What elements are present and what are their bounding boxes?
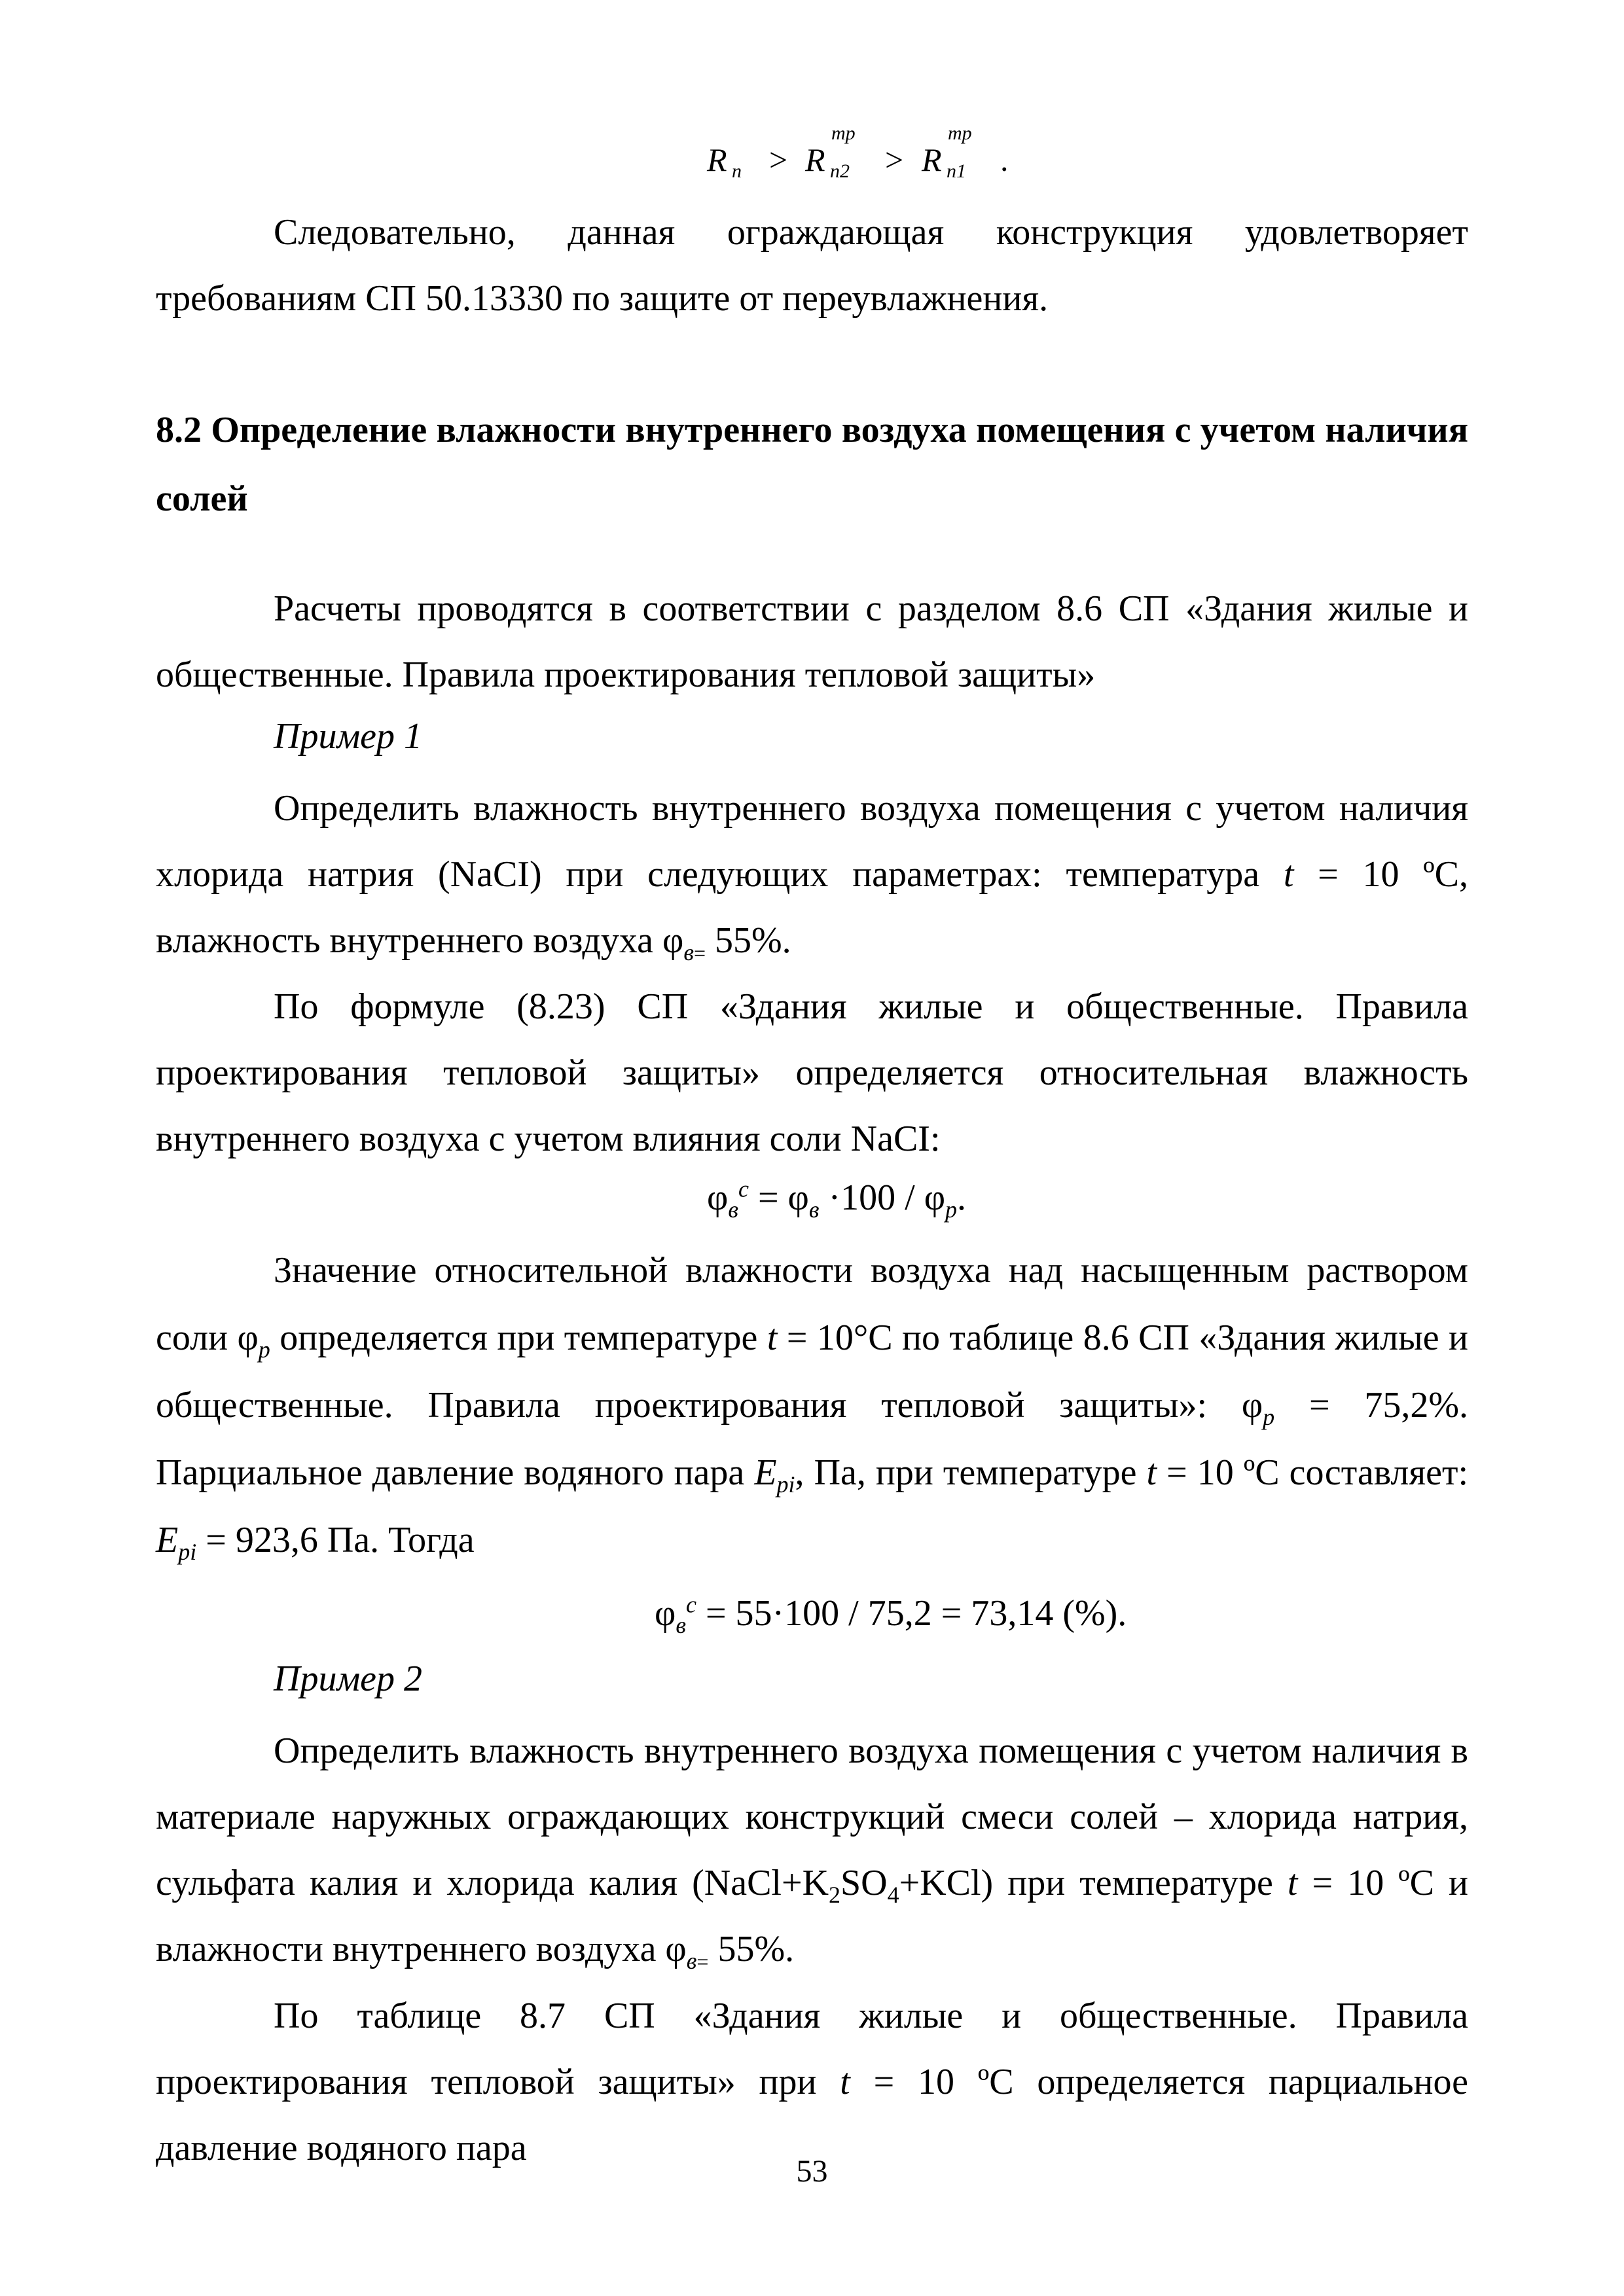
r-sub-n1: n1 (947, 160, 966, 182)
sub-pi: pi (178, 1539, 197, 1566)
text-run: , Па, при температуре (795, 1452, 1147, 1493)
var-t: t (840, 2062, 850, 2102)
example-2-title: Пример 2 (274, 1659, 423, 1699)
sub-p: р (945, 1196, 958, 1223)
eq-sign: = (1318, 854, 1339, 895)
r-sup-tp: тр (831, 122, 856, 144)
var-e: E (156, 1520, 179, 1560)
humidity-formula (707, 1172, 966, 1224)
text-run: 10 ºC определяется парциальное давление водяного пара (156, 2062, 1469, 2168)
formula-text: = 55·100 / 75,2 = 73,14 (%). (696, 1593, 1127, 1634)
example-1-method-paragraph: По формуле (8.23) СП «Здания жилые и общественные. Правила проектирования тепловой защиты» определяется относительная влажность внутреннего воздуха с учетом влияния соли NaCI: (156, 986, 1468, 1159)
sub-4: 4 (887, 1882, 899, 1909)
var-e: E (754, 1452, 777, 1493)
formula-dot: . (1000, 141, 1009, 178)
sub-v: в (686, 1948, 697, 1975)
gt-symbol: > (885, 141, 904, 178)
text-run: 55%. (708, 1929, 795, 1969)
example-1-calc-paragraph (156, 1237, 1468, 1574)
r-symbol: R (922, 141, 942, 178)
text-run: Определить влажность внутреннего воздуха помещения с учетом наличия в материале наружных ограждающих конструкций смеси солей – хлорида натрия, сульфата калия и хлорида калия (NaCl+K (156, 1731, 1468, 1903)
text-run: 55%. (706, 920, 791, 961)
r-sub-n: n (732, 160, 742, 182)
sup-c: с (738, 1175, 749, 1202)
gt-symbol: > (769, 141, 788, 178)
sub-p: р (1263, 1404, 1275, 1431)
text-run: 10°С по таблице 8.6 СП «Здания жилые и общественные. Правила проектирования тепловой защиты»: φ (156, 1318, 1468, 1426)
r-symbol: R (805, 141, 825, 178)
sub-pi: pi (776, 1471, 795, 1498)
sup-c: с (685, 1591, 696, 1618)
text-run: SO (840, 1863, 888, 1903)
sub-eq: = (693, 941, 706, 965)
text-run: 10 ºC, влажность внутреннего воздуха φ (156, 854, 1469, 961)
sub-2: 2 (829, 1882, 841, 1909)
sub-v: в (728, 1196, 738, 1223)
example-2-task-paragraph (156, 1718, 1468, 1982)
eq-sign: = (786, 1318, 808, 1358)
intro-paragraph: Расчеты проводятся в соответствии с разделом 8.6 СП «Здания жилые и общественные. Правила проектирования тепловой защиты» (156, 588, 1468, 695)
page-number: 53 (796, 2154, 828, 2189)
eq-sign: = (1166, 1452, 1187, 1493)
sub-p: р (258, 1336, 270, 1363)
humidity-result-formula (655, 1587, 1127, 1640)
r-symbol: R (707, 141, 727, 178)
phi-symbol: φ (655, 1593, 676, 1634)
text-run: По таблице 8.7 СП «Здания жилые и общественные. Правила проектирования тепловой защиты» при (156, 1996, 1468, 2102)
text-run: определяется при температуре (270, 1318, 767, 1358)
var-t: t (1146, 1452, 1157, 1493)
text-run: Определить влажность внутреннего воздуха помещения с учетом наличия хлорида натрия (NaCI) при следующих параметрах: температура (156, 788, 1468, 895)
section-heading: 8.2 Определение влажности внутреннего воздуха помещения с учетом наличия солей (156, 410, 1468, 519)
text-run: Значение относительной влажности воздуха над насыщенным раствором соли φ (156, 1250, 1468, 1358)
text-run: = 923,6 Па. Тогда (196, 1520, 475, 1560)
var-t: t (1287, 1863, 1298, 1903)
example-1-title: Пример 1 (274, 716, 423, 757)
conclusion-paragraph: Следовательно, данная ограждающая конструкция удовлетворяет требованиям СП 50.13330 по защите от переувлажнения. (156, 212, 1468, 319)
sub-v: в (808, 1196, 820, 1223)
text-run: 10 ºC и влажности внутреннего воздуха φ (156, 1863, 1469, 1969)
sub-eq: = (696, 1950, 709, 1974)
text-run: +KCl) при температуре (899, 1863, 1288, 1903)
r-sub-n2: n2 (830, 160, 850, 182)
formula-text: ·100 / φ (819, 1177, 946, 1218)
eq-sign: = (1312, 1863, 1333, 1903)
text-run: 10 ºC составляет: (1187, 1452, 1469, 1493)
formula-text: . (957, 1177, 967, 1218)
formula-text: = φ (748, 1177, 809, 1218)
sub-v: в (683, 939, 694, 966)
var-t: t (1283, 854, 1294, 895)
example-1-task-paragraph (156, 776, 1468, 974)
text-run: = 75,2%. Парциальное давление водяного пара (156, 1385, 1468, 1493)
var-t: t (767, 1318, 778, 1358)
phi-symbol: φ (707, 1177, 729, 1218)
example-2-method-paragraph (156, 1983, 1468, 2181)
r-sup-tp: тр (948, 122, 972, 144)
eq-sign: = (873, 2062, 895, 2102)
sub-v: в (676, 1612, 686, 1639)
